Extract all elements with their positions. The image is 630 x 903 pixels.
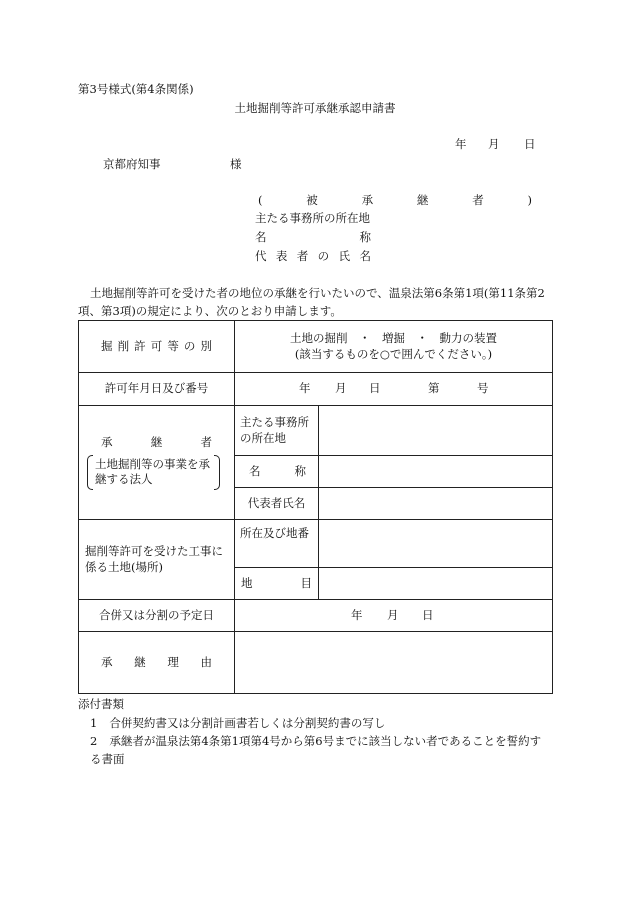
- role-char: 継: [416, 193, 429, 207]
- label-char: 地: [241, 575, 253, 590]
- date-year: 年: [455, 137, 467, 151]
- label-char: 継: [134, 654, 146, 669]
- label-char: 削: [117, 338, 130, 353]
- type-label-cell: [79, 321, 235, 373]
- permit-month: 月: [335, 381, 347, 395]
- location-label: 所在及び地番: [235, 520, 319, 568]
- label-char: 者: [296, 249, 309, 263]
- merger-day: 日: [422, 607, 434, 622]
- applicant-office-label: 主たる事務所の所在地: [255, 211, 370, 225]
- label-char: 別: [200, 338, 212, 353]
- label-char: 名: [249, 463, 261, 478]
- label-char: の: [183, 338, 196, 353]
- successor-note: [87, 455, 220, 490]
- land-label-line2: 係る土地(場所): [85, 559, 163, 574]
- permit-year: 年: [299, 381, 311, 395]
- merger-date-cell: [235, 600, 553, 632]
- label-char: 等: [167, 338, 179, 353]
- land-label-line1: 掘削等許可を受けた工事に: [85, 543, 223, 558]
- office-address-field[interactable]: [319, 406, 553, 456]
- application-table: [78, 320, 553, 694]
- label-char: 表: [275, 249, 288, 263]
- merger-year: 年: [351, 607, 363, 622]
- type-options: 土地の掘削 ・ 増掘 ・ 動力の装置: [290, 330, 497, 345]
- successor-label-cell: [79, 406, 235, 520]
- land-category-field[interactable]: [319, 568, 553, 600]
- attachment-number: 1: [90, 716, 98, 730]
- role-char: 者: [472, 193, 484, 207]
- role-open-paren: (: [258, 193, 263, 207]
- attachment-number: 2: [90, 734, 98, 748]
- date-day: 日: [524, 137, 536, 151]
- office-label-line2: の所在地: [240, 430, 286, 445]
- label-char: 者: [200, 435, 212, 450]
- attachment-item-1: [78, 714, 552, 732]
- land-label-cell: [79, 520, 235, 600]
- role-char: 承: [361, 193, 374, 207]
- office-label-line1: 主たる事務所: [240, 414, 309, 429]
- label-char: 代: [255, 249, 267, 263]
- label-char: 名: [255, 230, 267, 244]
- office-label-cell: [235, 406, 319, 456]
- addressee-honorific: 様: [230, 157, 242, 171]
- role-char: 被: [306, 193, 318, 207]
- merger-month: 月: [387, 607, 399, 622]
- label-char: 名: [359, 249, 371, 263]
- label-char: 可: [150, 338, 163, 353]
- reason-field[interactable]: [235, 632, 553, 694]
- label-char: の: [317, 249, 330, 263]
- label-char: 掘: [101, 338, 113, 353]
- representative-field[interactable]: [319, 488, 553, 520]
- applicant-representative-label: [255, 249, 371, 263]
- successor-note-line2: 継する法人: [95, 472, 153, 487]
- attachments-heading: 添付書類: [78, 697, 124, 711]
- form-number: 第3号様式(第4条関係): [78, 82, 194, 96]
- label-char: 由: [200, 654, 212, 669]
- applicant-role-line: [258, 193, 532, 207]
- label-char: 継: [150, 435, 163, 450]
- attachment-item-2: [78, 732, 552, 768]
- merger-label: 合併又は分割の予定日: [79, 600, 235, 632]
- permit-day: 日: [369, 381, 381, 395]
- label-char: 目: [300, 575, 312, 590]
- attachment-text: 合併契約書又は分割計画書若しくは分割契約書の写し: [109, 716, 386, 730]
- label-char: 承: [101, 654, 113, 669]
- type-note: (該当するものを○で囲んでください。): [294, 346, 493, 361]
- attachment-text: 承継者が温泉法第4条第1項第4号から第6号までに該当しない者であることを誓約する書面: [90, 734, 542, 766]
- label-char: 承: [101, 435, 113, 450]
- label-char: 氏: [338, 249, 351, 263]
- successor-name-field[interactable]: [319, 456, 553, 488]
- representative-label: 代表者氏名: [235, 488, 319, 520]
- label-char: 許: [134, 338, 146, 353]
- land-category-label-cell: [235, 568, 319, 600]
- addressee-name: 京都府知事: [103, 157, 161, 171]
- successor-name-label-cell: [235, 456, 319, 488]
- permit-no-prefix: 第: [428, 381, 440, 395]
- successor-note-line1: 土地掘削等の事業を承: [95, 456, 210, 471]
- permit-no-suffix: 号: [477, 381, 489, 395]
- reason-label-cell: [79, 632, 235, 694]
- type-options-cell: [235, 321, 553, 373]
- application-statement: 土地掘削等許可を受けた者の地位の承継を行いたいので、温泉法第6条第1項(第11条第2項、第3項)の規定により、次のとおり申請します。: [78, 286, 545, 318]
- label-char: 称: [294, 463, 306, 478]
- label-char: 理: [167, 654, 179, 669]
- location-field[interactable]: [319, 520, 553, 568]
- date-month: 月: [488, 137, 500, 151]
- permit-value-cell: [235, 373, 553, 406]
- document-title: 土地掘削等許可承継承認申請書: [234, 101, 396, 115]
- label-char: 称: [359, 230, 371, 244]
- permit-label: 許可年月日及び番号: [79, 373, 235, 406]
- applicant-name-label: [255, 230, 371, 244]
- role-close-paren: ): [527, 193, 532, 207]
